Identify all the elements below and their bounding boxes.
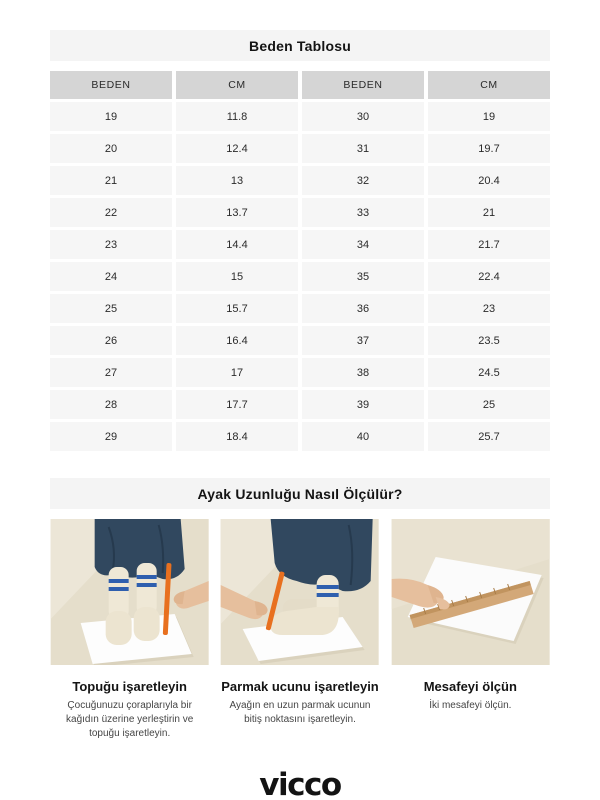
table-cell-size: 23 — [50, 230, 172, 259]
table-cell-size: 37 — [302, 326, 424, 355]
table-cell-cm: 17.7 — [176, 390, 298, 419]
table-cell-size: 19 — [50, 102, 172, 131]
table-cell-cm: 21.7 — [428, 230, 550, 259]
table-cell-cm: 23 — [428, 294, 550, 323]
table-cell-size: 29 — [50, 422, 172, 451]
distance-measuring-photo — [391, 519, 550, 665]
table-cell-size: 27 — [50, 358, 172, 387]
table-cell-cm: 25 — [428, 390, 550, 419]
column-header-cm-1: CM — [176, 71, 298, 99]
toe-marking-photo — [220, 519, 379, 665]
table-cell-size: 32 — [302, 166, 424, 195]
step-description: Çocuğunuzu çoraplarıyla bir kağıdın üzerine yerleştirin ve topuğu işaretleyin. — [66, 700, 194, 739]
table-cell-size: 21 — [50, 166, 172, 195]
table-cell-cm: 19.7 — [428, 134, 550, 163]
table-cell-cm: 16.4 — [176, 326, 298, 355]
size-table-header-bar — [50, 30, 550, 61]
footer — [50, 767, 550, 800]
measure-steps — [50, 519, 550, 740]
heel-marking-photo — [50, 519, 209, 665]
table-cell-cm: 12.4 — [176, 134, 298, 163]
table-cell-size: 22 — [50, 198, 172, 227]
table-cell-size: 38 — [302, 358, 424, 387]
size-table-title: Beden Tablosu — [249, 37, 351, 54]
table-cell-size: 26 — [50, 326, 172, 355]
table-cell-size: 35 — [302, 262, 424, 291]
column-header-cm-2: CM — [428, 71, 550, 99]
table-cell-size: 28 — [50, 390, 172, 419]
step-mark-heel — [50, 519, 209, 740]
step-title: Parmak ucunu işaretleyin — [221, 679, 379, 694]
table-cell-size: 34 — [302, 230, 424, 259]
column-header-beden-1: BEDEN — [50, 71, 172, 99]
table-cell-cm: 15 — [176, 262, 298, 291]
step-description: İki mesafeyi ölçün. — [429, 700, 512, 711]
table-cell-size: 31 — [302, 134, 424, 163]
table-cell-cm: 13 — [176, 166, 298, 195]
step-description: Ayağın en uzun parmak ucunun bitiş noktasını işaretleyin. — [229, 700, 371, 725]
table-cell-cm: 24.5 — [428, 358, 550, 387]
table-cell-size: 39 — [302, 390, 424, 419]
table-cell-cm: 19 — [428, 102, 550, 131]
step-measure-distance — [391, 519, 550, 740]
table-cell-cm: 11.8 — [176, 102, 298, 131]
table-cell-cm: 17 — [176, 358, 298, 387]
table-cell-size: 30 — [302, 102, 424, 131]
step-title: Mesafeyi ölçün — [423, 679, 517, 694]
step-mark-toe — [220, 519, 379, 740]
column-header-beden-2: BEDEN — [302, 71, 424, 99]
table-cell-cm: 15.7 — [176, 294, 298, 323]
size-table — [50, 71, 550, 451]
table-cell-cm: 21 — [428, 198, 550, 227]
measure-section-title: Ayak Uzunluğu Nasıl Ölçülür? — [197, 485, 403, 502]
table-cell-cm: 20.4 — [428, 166, 550, 195]
brand-logo-text: vicco — [259, 767, 341, 800]
table-cell-size: 40 — [302, 422, 424, 451]
table-cell-size: 33 — [302, 198, 424, 227]
table-cell-size: 20 — [50, 134, 172, 163]
table-cell-size: 25 — [50, 294, 172, 323]
table-cell-cm: 14.4 — [176, 230, 298, 259]
table-cell-cm: 22.4 — [428, 262, 550, 291]
table-cell-cm: 18.4 — [176, 422, 298, 451]
table-cell-cm: 13.7 — [176, 198, 298, 227]
step-title: Topuğu işaretleyin — [72, 679, 187, 694]
table-cell-cm: 23.5 — [428, 326, 550, 355]
measure-section-header-bar — [50, 478, 550, 509]
table-cell-size: 24 — [50, 262, 172, 291]
table-cell-cm: 25.7 — [428, 422, 550, 451]
table-cell-size: 36 — [302, 294, 424, 323]
